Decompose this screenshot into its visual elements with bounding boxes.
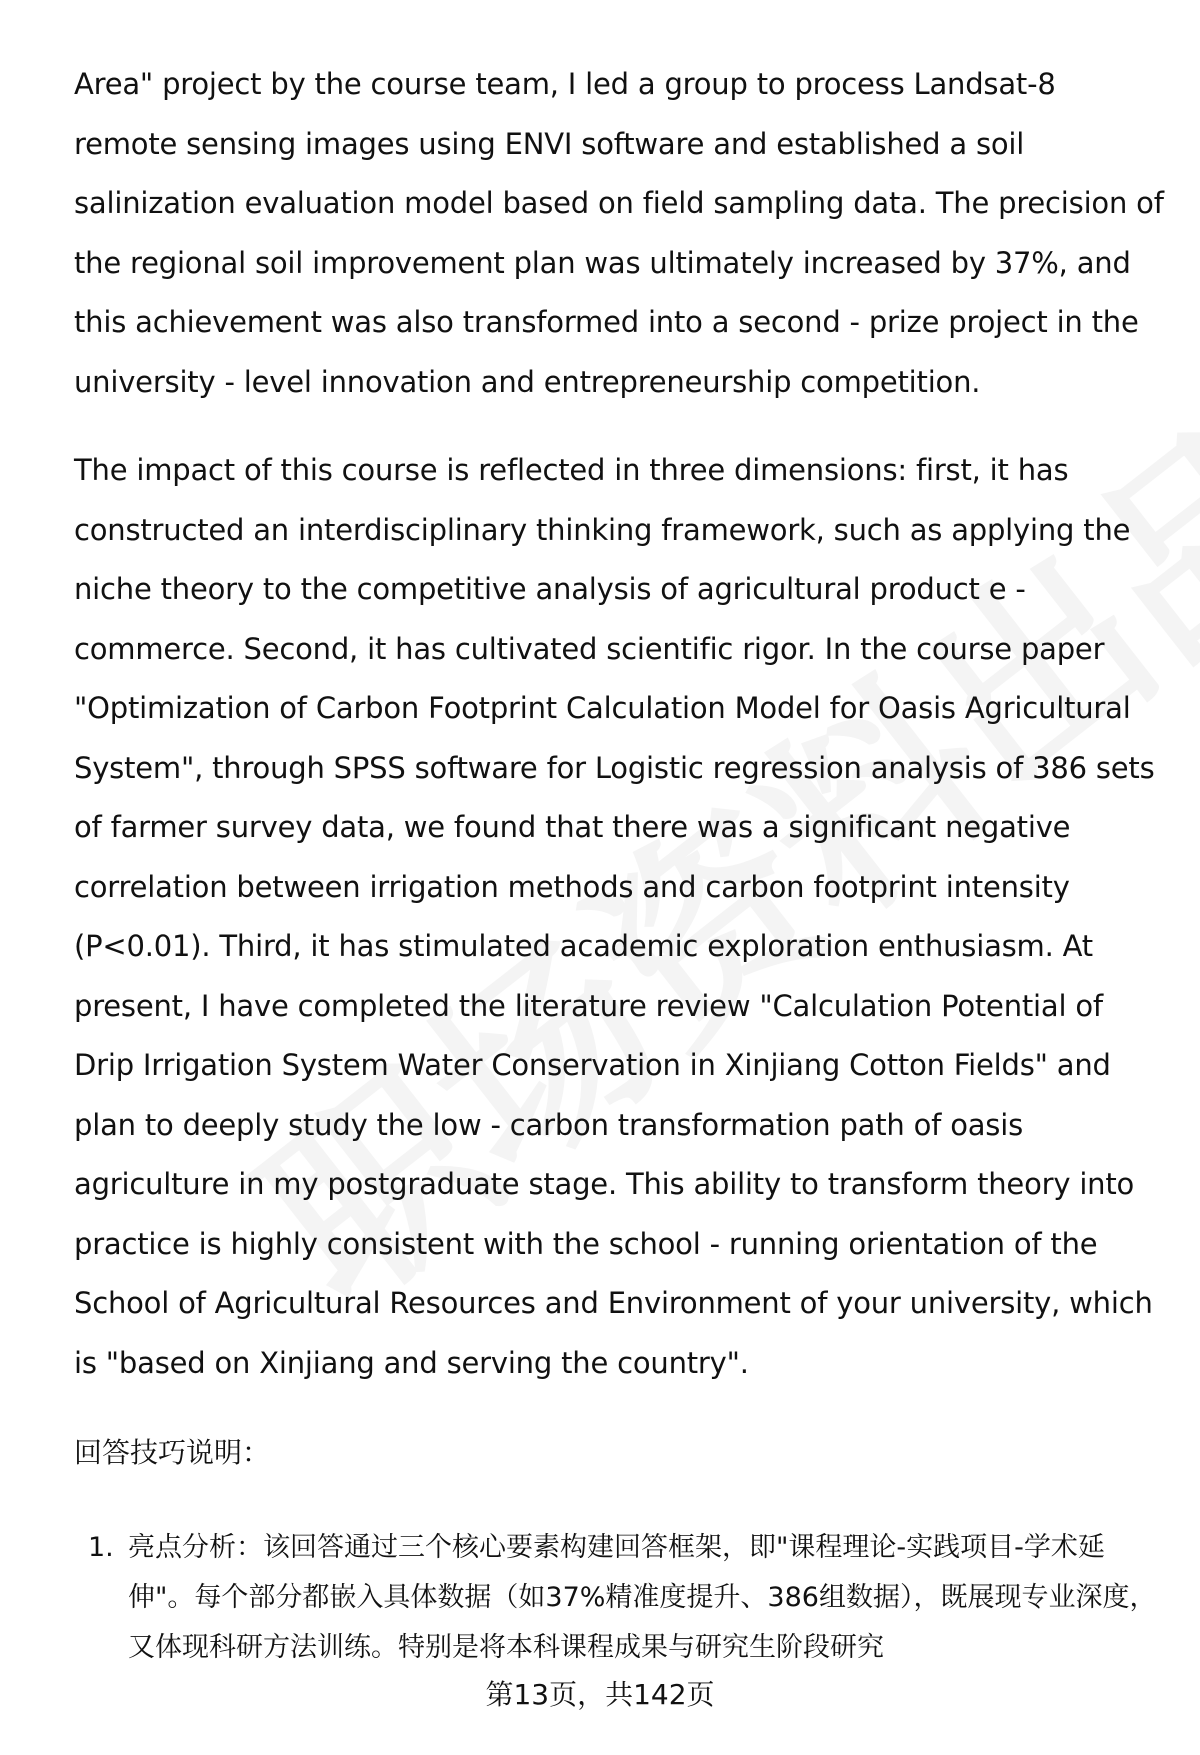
tips-list [74, 1523, 1164, 1673]
list-item [74, 1523, 1164, 1673]
page-footer: 第13页，共142页 [485, 1678, 715, 1711]
document-page [74, 55, 1164, 1673]
list-item-text: 亮点分析：该回答通过三个核心要素构建回答框架，即"课程理论-实践项目-学术延伸"。每个部分都嵌入具体数据（如37%精准度提升、386组数据），既展现专业深度，又体现科研方法训练。特别是将本科课程成果与研究生阶段研究 [128, 1532, 1157, 1663]
paragraph-impact: The impact of this course is reflected in three dimensions: first, it has constructed an interdisciplinary thinking framework, such as applying the niche theory to the competitive analysis of agricultural product e - commerce. Second, it has cultivated scientific rigor. In the course paper "Optimization of Carbon Footprint Calculation Model for Oasis Agricultural System", through SPSS software for Logistic regression analysis of 386 sets of farmer survey data, we found that there was a significant negative correlation between irrigation methods and carbon footprint intensity (P<0.01). Third, it has stimulated academic exploration enthusiasm. At present, I have completed the literature review "Calculation Potential of Drip Irrigation System Water Conservation in Xinjiang Cotton Fields" and plan to deeply study the low - carbon transformation path of oasis agriculture in my postgraduate stage. This ability to transform theory into practice is highly consistent with the school - running orientation of the School of Agricultural Resources and Environment of your university, which is "based on Xinjiang and serving the country". [74, 453, 1155, 1380]
tips-heading: 回答技巧说明： [74, 1436, 271, 1469]
list-item-number: 1. [88, 1532, 114, 1563]
paragraph-project: Area" project by the course team, I led a group to process Landsat-8 remote sensing images using ENVI software and established a soil salinization evaluation model based on field sampling data. The precision of the regional soil improvement plan was ultimately increased by 37%, and this achievement was also transformed into a second - prize project in the university - level innovation and entrepreneurship competition. [74, 67, 1164, 399]
